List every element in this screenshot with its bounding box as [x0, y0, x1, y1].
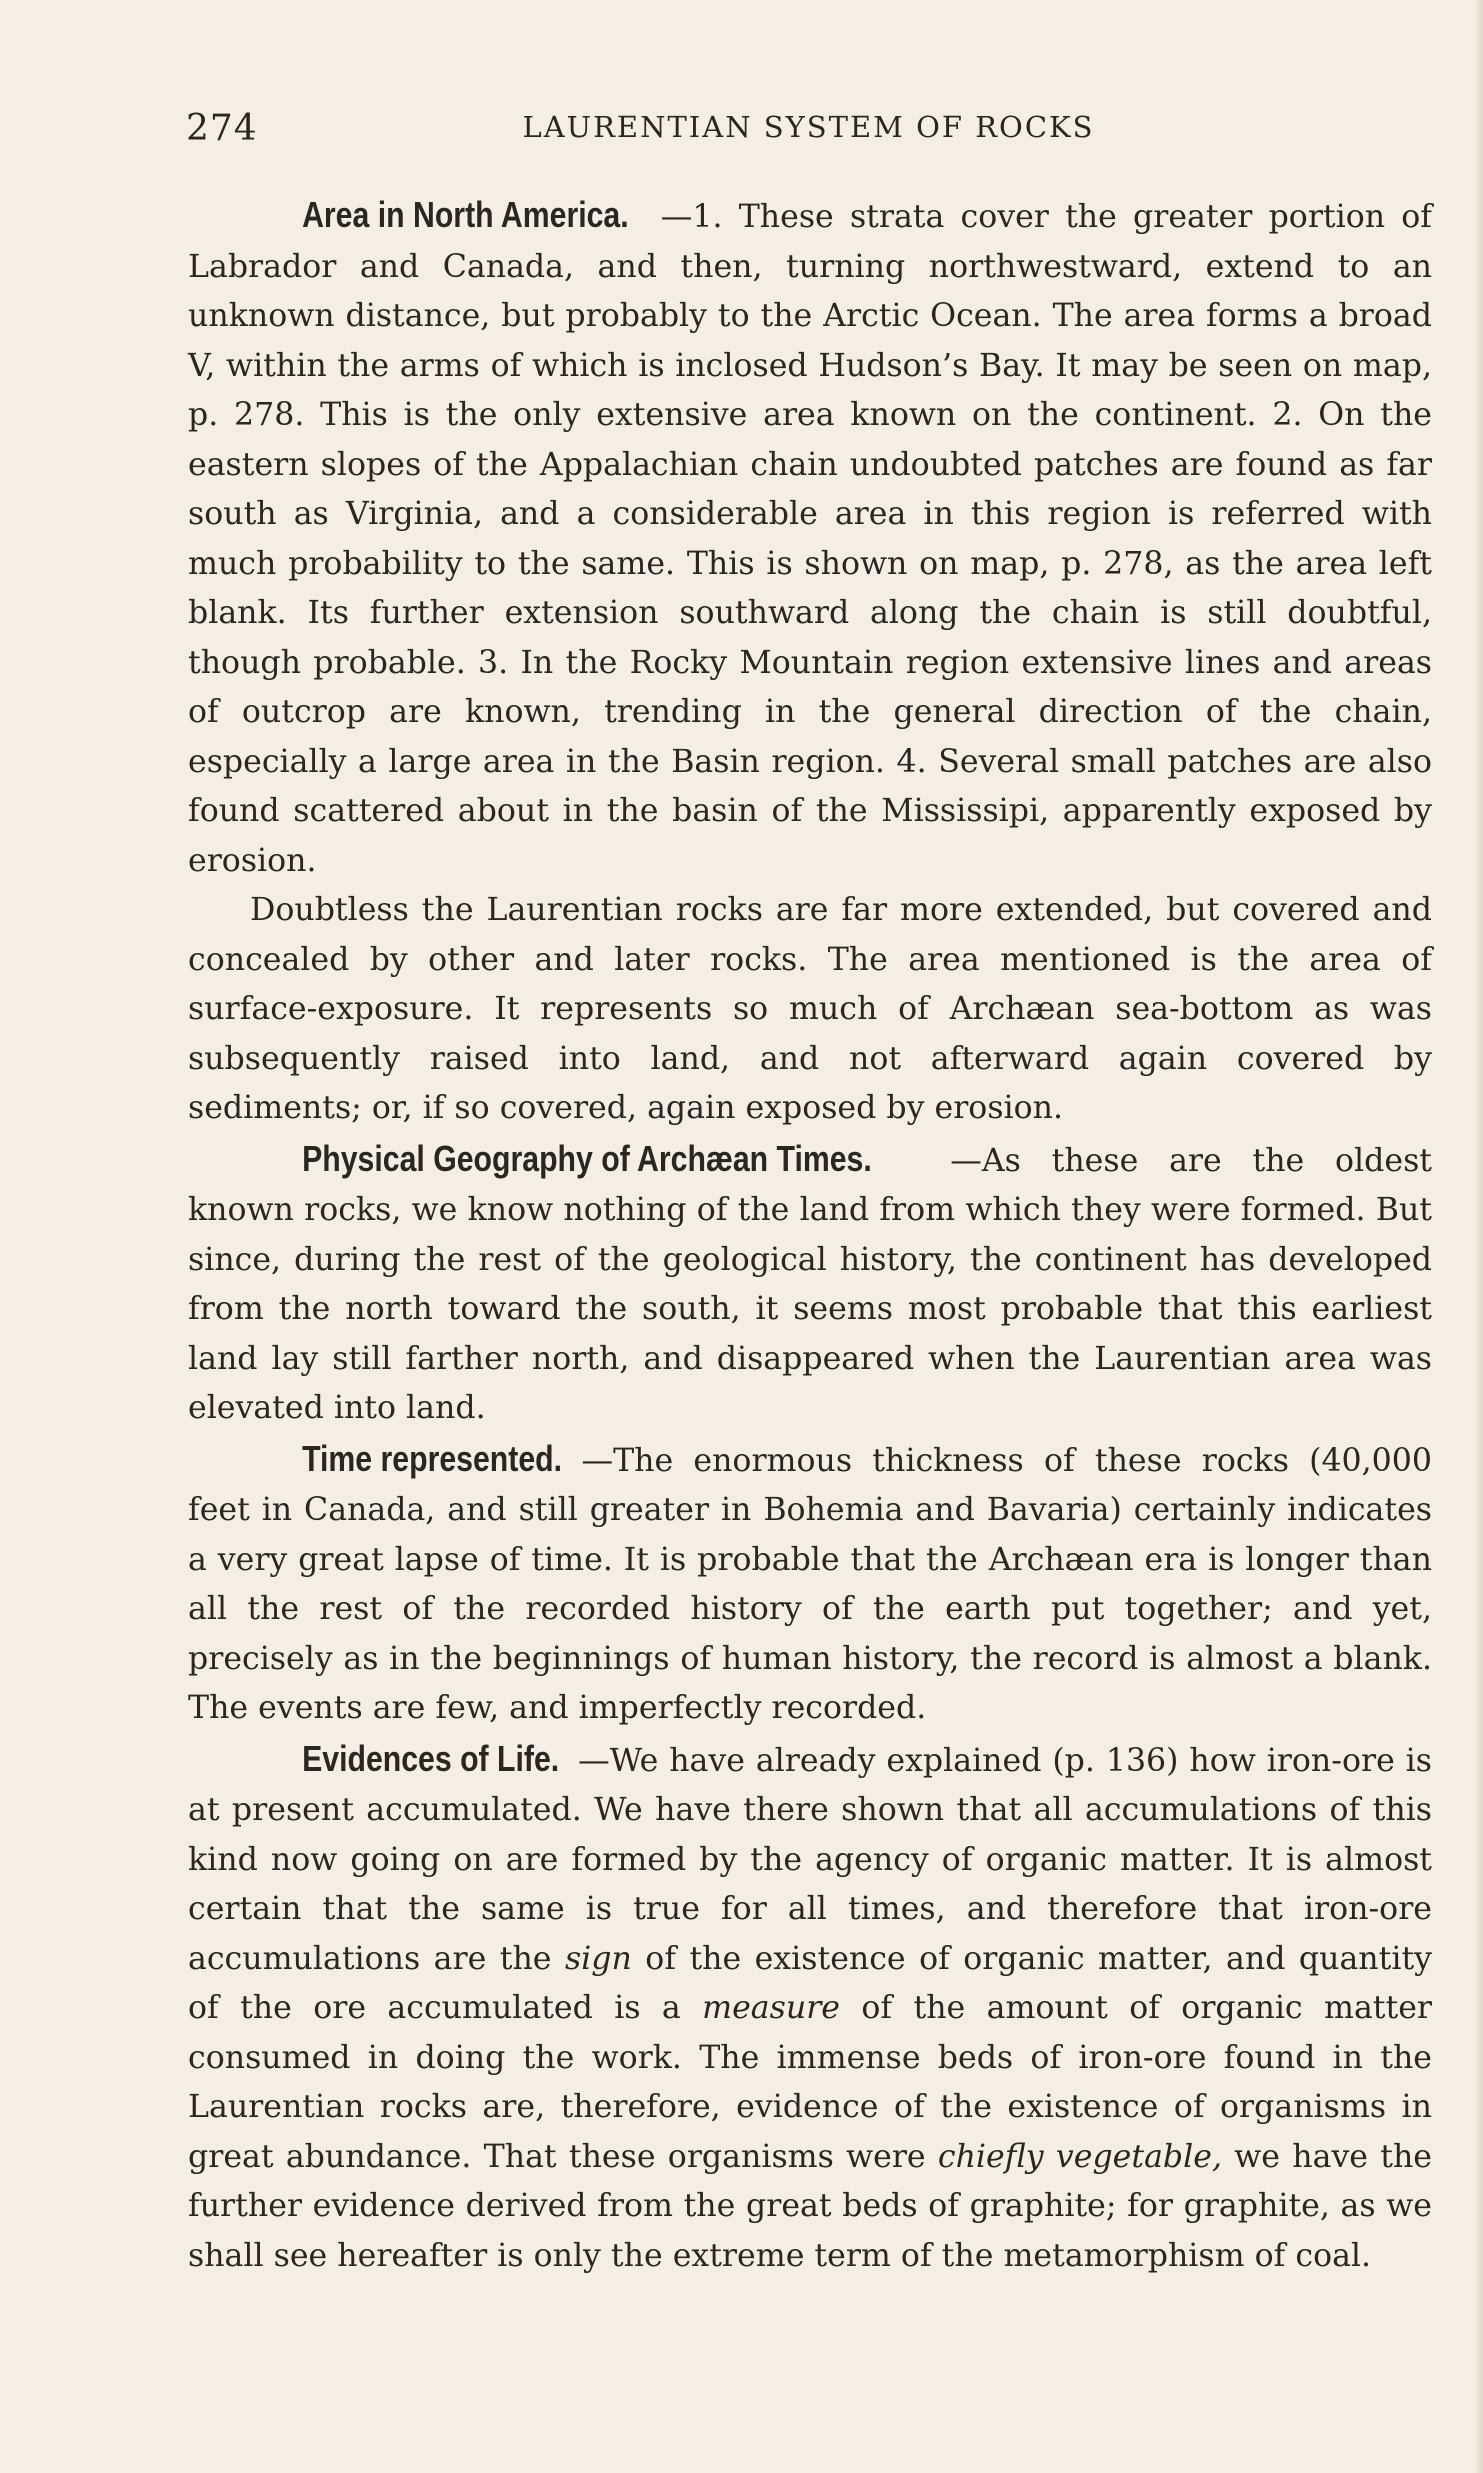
page-number: 274: [186, 108, 258, 149]
emphasis-sign: sign: [564, 1940, 632, 1977]
paragraph-evidences-of-life: [188, 1734, 1432, 2282]
paragraph-text: of the amount of organic matter consumed in doing the work. The immense beds of iron-ore found in the Laurentian rocks are, therefore, evidence of the existence of organisms in great abundance. That these organisms were: [188, 1990, 1432, 2175]
page-header: [186, 108, 1431, 156]
paragraph-text: of the existence of organic matter, and quantity of the ore accumulated is a: [188, 1940, 1433, 2026]
paragraph-laurentian-extent: [188, 886, 1432, 1134]
section-heading: Area in North America.: [302, 194, 629, 235]
paragraph-text: Doubtless the Laurentian rocks are far more extended, but covered and concealed by other and later rocks. The area mentioned is the area of surface-exposure. It represents so much of Archæan sea-bottom as was subsequently raised into land, and not afterward again covered by sediments; or, if so covered, again exposed by erosion.: [188, 892, 1432, 1126]
paragraph-area-in-north-america: [188, 190, 1432, 886]
paragraph-physical-geography: [188, 1134, 1432, 1434]
body-text: [188, 190, 1432, 2281]
section-heading: Time represented.: [302, 1437, 563, 1479]
paragraph-text: we have the further evidence derived from the great beds of graphite; for graphite, as we shall see hereafter is only the extreme term of the metamorphism of coal.: [188, 2138, 1432, 2274]
emphasis-measure: measure: [702, 1990, 841, 2026]
section-heading: Evidences of Life.: [302, 1737, 560, 1779]
section-heading: Physical Geography of Archæan Times.: [302, 1137, 872, 1179]
emphasis-chiefly-vegetable: chiefly vegetable,: [937, 2138, 1222, 2175]
paragraph-text: —As these are the oldest known rocks, we know nothing of the land from which they were formed. But since, during the rest of the geological history, the continent has developed from the north toward the south, it seems most probable that this earliest land lay still farther north, and disappeared when the Laurentian area was elevated into land.: [188, 1142, 1432, 1426]
paragraph-time-represented: [188, 1434, 1432, 1734]
paragraph-text: —We have already explained (p. 136) how iron-ore is at present accumulated. We have there shown that all accumulations of this kind now going on are formed by the agency of organic matter. It is almost certain that the same is true for all times, and therefore that iron-ore accumulations are the: [188, 1742, 1432, 1977]
running-head: LAURENTIAN SYSTEM OF ROCKS: [522, 110, 1095, 144]
paragraph-text: —The enormous thickness of these rocks (40,000 feet in Canada, and still greater in Bohemia and Bavaria) certainly indicates a very great lapse of time. It is probable that the Archæan era is longer than all the rest of the recorded history of the earth put together; and yet, precisely as in the beginnings of human history, the record is almost a blank. The events are few, and imperfectly recorded.: [188, 1442, 1432, 1726]
paragraph-text: —1. These strata cover the greater portion of Labrador and Canada, and then, turning northwestward, extend to an unknown distance, but probably to the Arctic Ocean. The area forms a broad V, within the arms of which is inclosed Hudson’s Bay. It may be seen on map, p. 278. This is the only extensive area known on the continent. 2. On the eastern slopes of the Appalachian chain undoubted patches are found as far south as Virginia, and a considerable area in this region is referred with much probability to the same. This is shown on map, p. 278, as the area left blank. Its further extension southward along the chain is still doubtful, though probable. 3. In the Rocky Mountain region extensive lines and areas of outcrop are known, trending in the general direction of the chain, especially a large area in the Basin region. 4. Several small patches are also found scattered about in the basin of the Mississipi, apparently exposed by erosion.: [188, 199, 1432, 879]
page-edge-shadow: [1475, 0, 1483, 2473]
